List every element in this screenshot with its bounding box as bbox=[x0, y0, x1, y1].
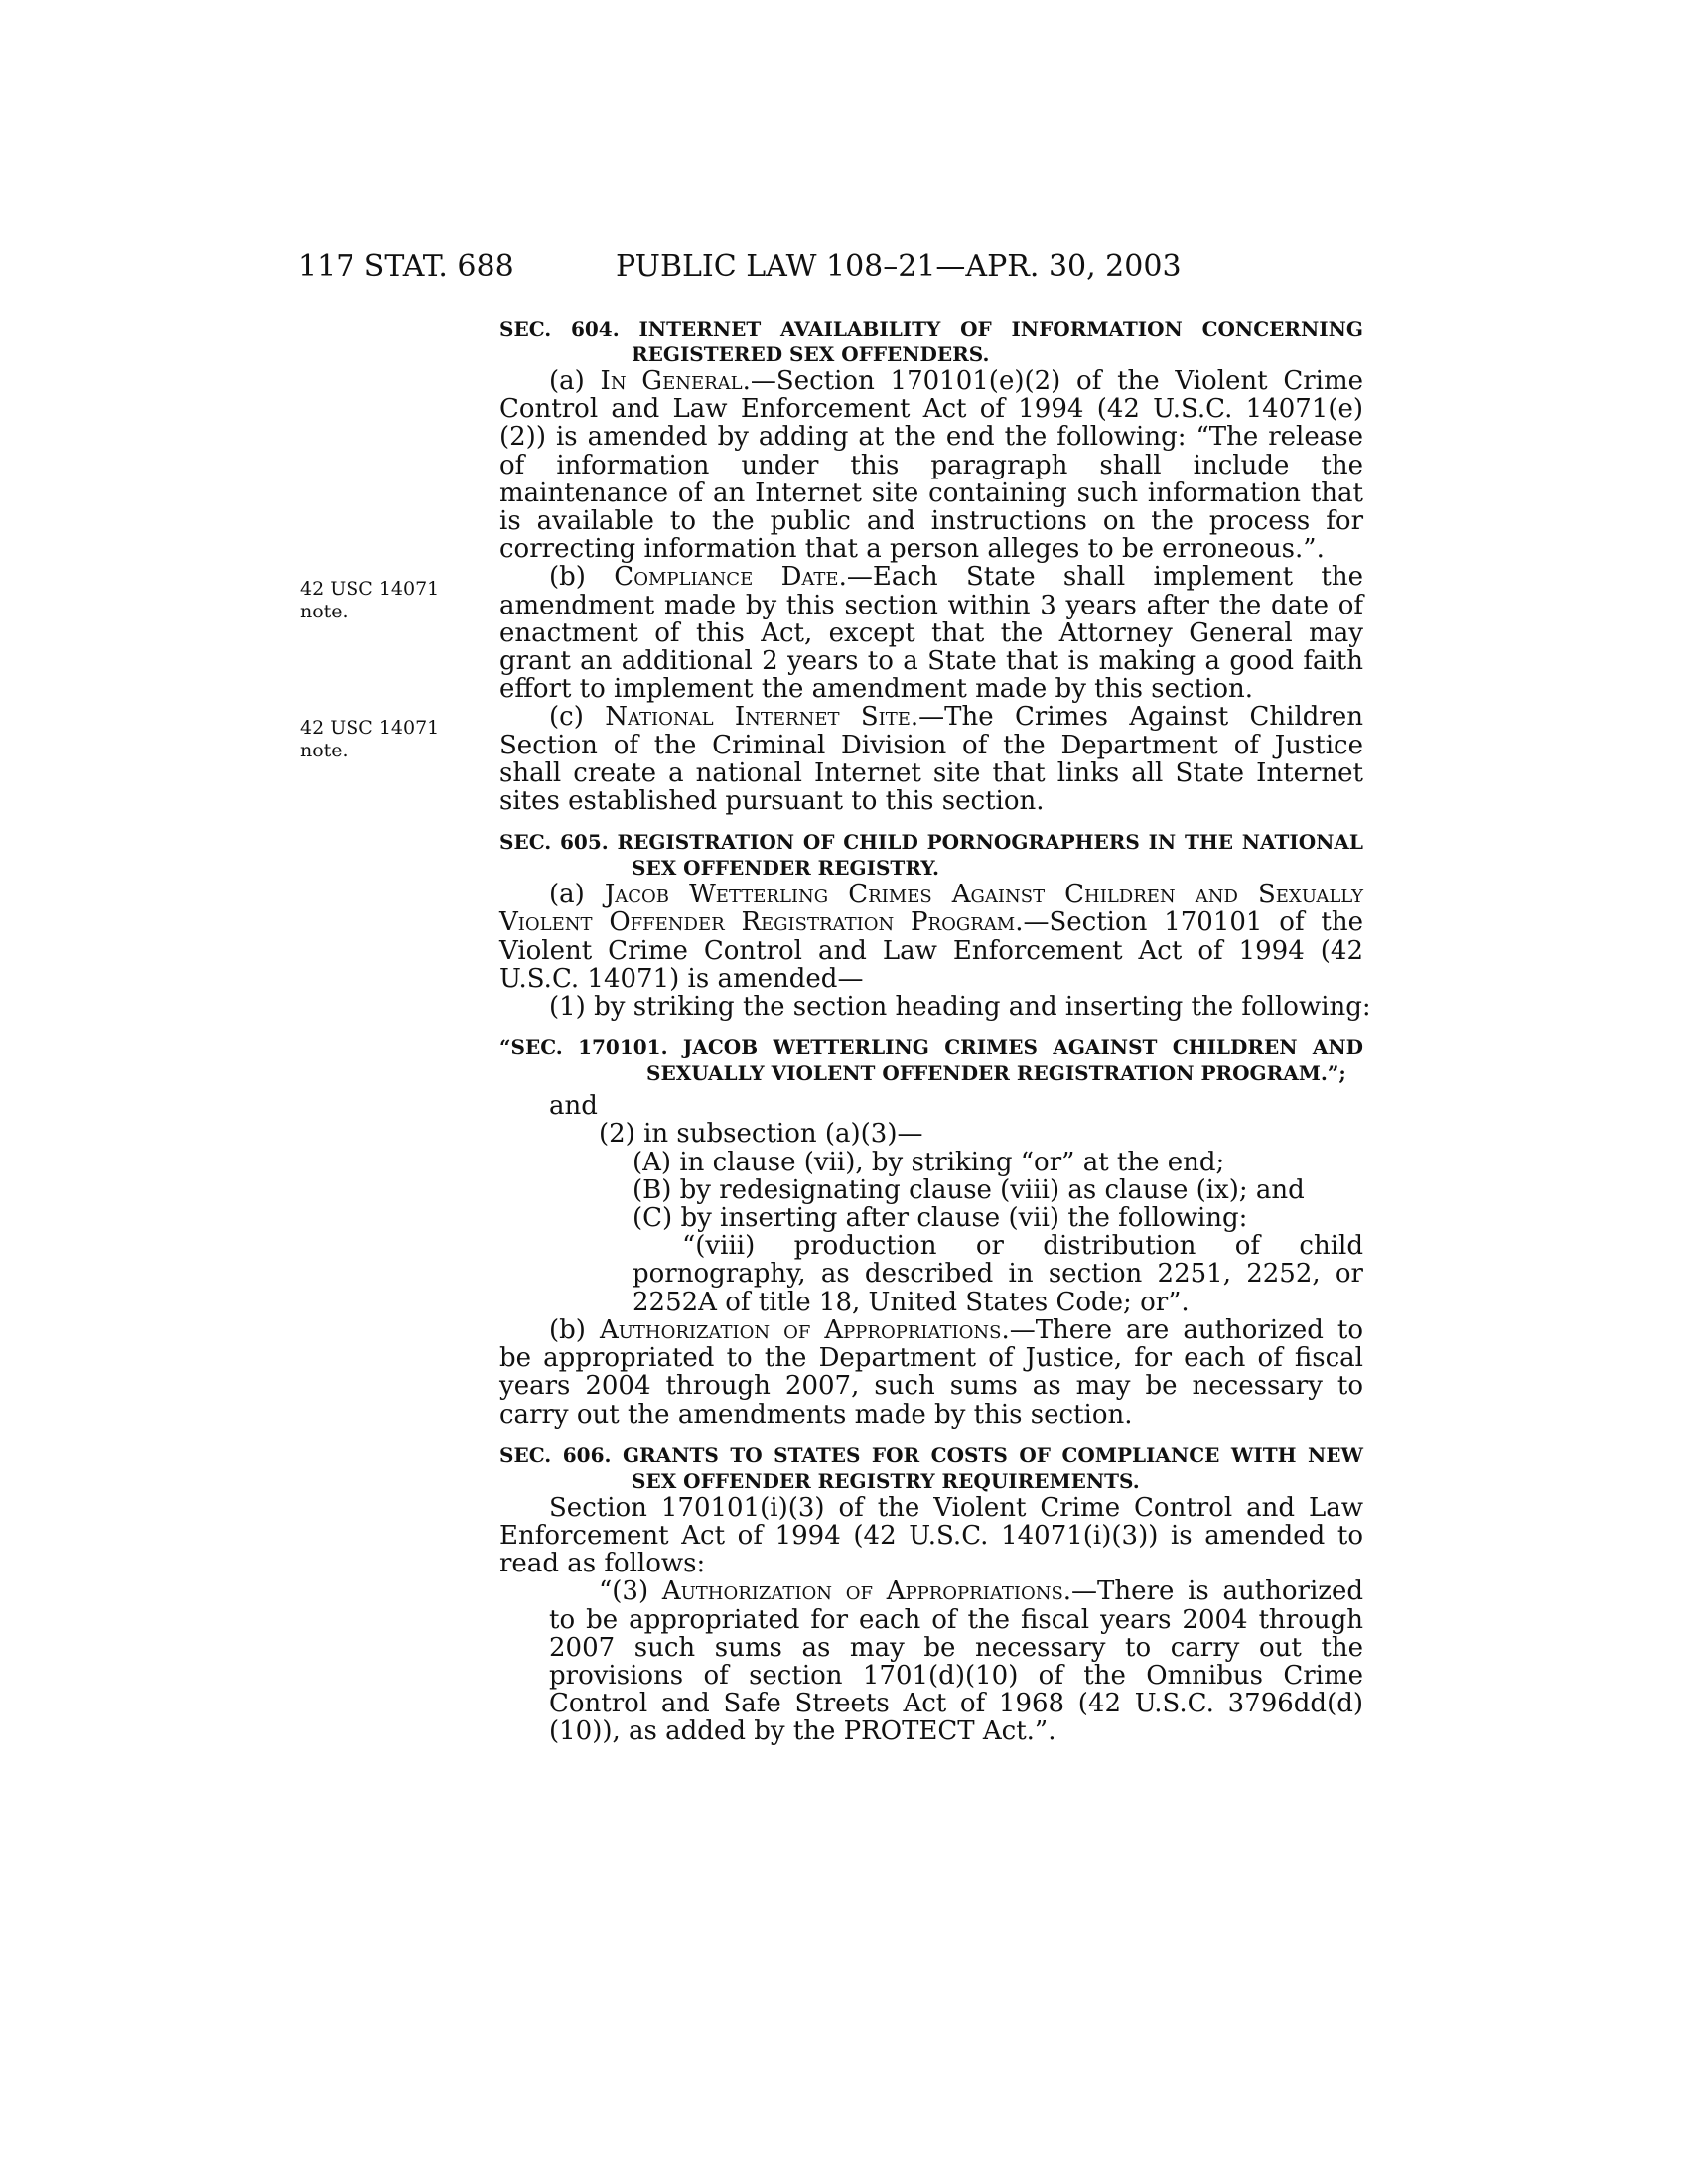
item-1-text: (1) by striking the section heading and inserting the following: bbox=[549, 992, 1371, 1023]
margin-note-1-note: note. bbox=[300, 601, 349, 622]
text: .—There are authorized to be appropriated to the Department of Justice, for each of fiscal years 2004 through 2007, such sums as may be necessary to carry out the amendments made by this section. bbox=[499, 1314, 1363, 1430]
text: .—Section 170101(e)(2) of the Violent Crime Control and Law Enforcement Act of 1994 (42 U.S.C. 14071(e)(2)) is amended by adding at the end the following: “The release of information under this paragraph shall include the maintenance of an Internet site containing such information that is available to the public and instructions on the process for correcting information that a person alleges to be erroneous.”. bbox=[499, 366, 1364, 565]
margin-note-2 bbox=[300, 717, 449, 762]
section-606-heading: SEC. 606. GRANTS TO STATES FOR COSTS OF COMPLIANCE WITH NEW SEX OFFENDER REGISTRY REQUIREMENTS. bbox=[499, 1442, 1363, 1493]
section-605-quoted-clause: “(viii) production or distribution of child pornography, as described in section 2251, 2252, or 2252A of title 18, United States Code; or”. bbox=[633, 1231, 1363, 1317]
section-604-subsection-c bbox=[499, 703, 1363, 815]
section-604-heading: SEC. 604. INTERNET AVAILABILITY OF INFORMATION CONCERNING REGISTERED SEX OFFENDERS. bbox=[499, 317, 1363, 366]
section-605-item-1 bbox=[450, 992, 1371, 1023]
caption: Compliance Date bbox=[614, 562, 839, 593]
quoted-section-heading: “SEC. 170101. JACOB WETTERLING CRIMES AGAINST CHILDREN AND SEXUALLY VIOLENT OFFENDER REGISTRATION PROGRAM.”; bbox=[499, 1035, 1363, 1086]
section-605-heading: SEC. 605. REGISTRATION OF CHILD PORNOGRAPHERS IN THE NATIONAL SEX OFFENDER REGISTRY. bbox=[499, 830, 1363, 881]
label: (b) bbox=[549, 1314, 600, 1345]
section-604-subsection-a bbox=[499, 367, 1363, 563]
text: .—The Crimes Against Children Section of the Criminal Division of the Department of Justice shall create a national Internet site that links all State Internet sites established pursuant to this section. bbox=[499, 702, 1363, 817]
margin-note-2-cite: 42 USC 14071 bbox=[300, 717, 440, 739]
caption: Authorization of Appropriations bbox=[599, 1314, 1002, 1345]
section-606-quoted-paragraph bbox=[499, 1577, 1363, 1745]
label: (c) bbox=[549, 702, 606, 733]
section-605-item-2: (2) in subsection (a)(3)— bbox=[599, 1119, 923, 1150]
text: .—There is authorized to be appropriated for each of the fiscal years 2004 through 2007 such sums as may be necessary to carry out the provisions of section 1701(d)(10) of the Omnibus Crime Control and Safe Streets Act of 1968 (42 U.S.C. 3796dd(d)(10)), as added by the PROTECT Act.”. bbox=[549, 1576, 1364, 1747]
caption: In General bbox=[600, 366, 743, 396]
margin-note-1-cite: 42 USC 14071 bbox=[300, 578, 440, 600]
margin-note-2-note: note. bbox=[300, 740, 349, 761]
section-605-item-2A: (A) in clause (vii), by striking “or” at the end; bbox=[633, 1147, 1225, 1177]
caption: National Internet Site bbox=[605, 702, 911, 733]
label: (a) bbox=[549, 366, 601, 396]
section-605-subsection-b bbox=[499, 1316, 1363, 1429]
page-stat-citation: 117 STAT. 688 bbox=[298, 249, 514, 284]
section-605-item-2B: (B) by redesignating clause (viii) as clause (ix); and bbox=[633, 1174, 1305, 1205]
caption: Authorization of Appropriations bbox=[661, 1576, 1063, 1607]
margin-note-1 bbox=[300, 578, 449, 623]
label: (b) bbox=[549, 562, 615, 593]
and-connector: and bbox=[549, 1091, 598, 1122]
label: “(3) bbox=[599, 1576, 662, 1607]
running-head-title: PUBLIC LAW 108–21—APR. 30, 2003 bbox=[616, 249, 1182, 284]
section-604-subsection-b bbox=[499, 563, 1363, 703]
section-605-subsection-a bbox=[499, 881, 1363, 993]
label: (a) bbox=[549, 880, 605, 910]
section-606-intro: Section 170101(i)(3) of the Violent Crime Control and Law Enforcement Act of 1994 (42 U.S.C. 14071(i)(3)) is amended to read as follows: bbox=[499, 1492, 1363, 1579]
text: .—Each State shall implement the amendment made by this section within 3 years after the date of enactment of this Act, except that the Attorney General may grant an additional 2 years to a State that is making a good faith effort to implement the amendment made by this section. bbox=[499, 562, 1363, 705]
caption: Jacob Wetterling Crimes Against Children and Sexually Violent Offender Registration Program bbox=[499, 880, 1363, 938]
section-605-item-2C: (C) by inserting after clause (vii) the following: bbox=[633, 1203, 1248, 1234]
statute-body bbox=[499, 316, 1371, 1747]
text: .—Section 170101 of the Violent Crime Control and Law Enforcement Act of 1994 (42 U.S.C. 14071) is amended— bbox=[499, 907, 1363, 994]
